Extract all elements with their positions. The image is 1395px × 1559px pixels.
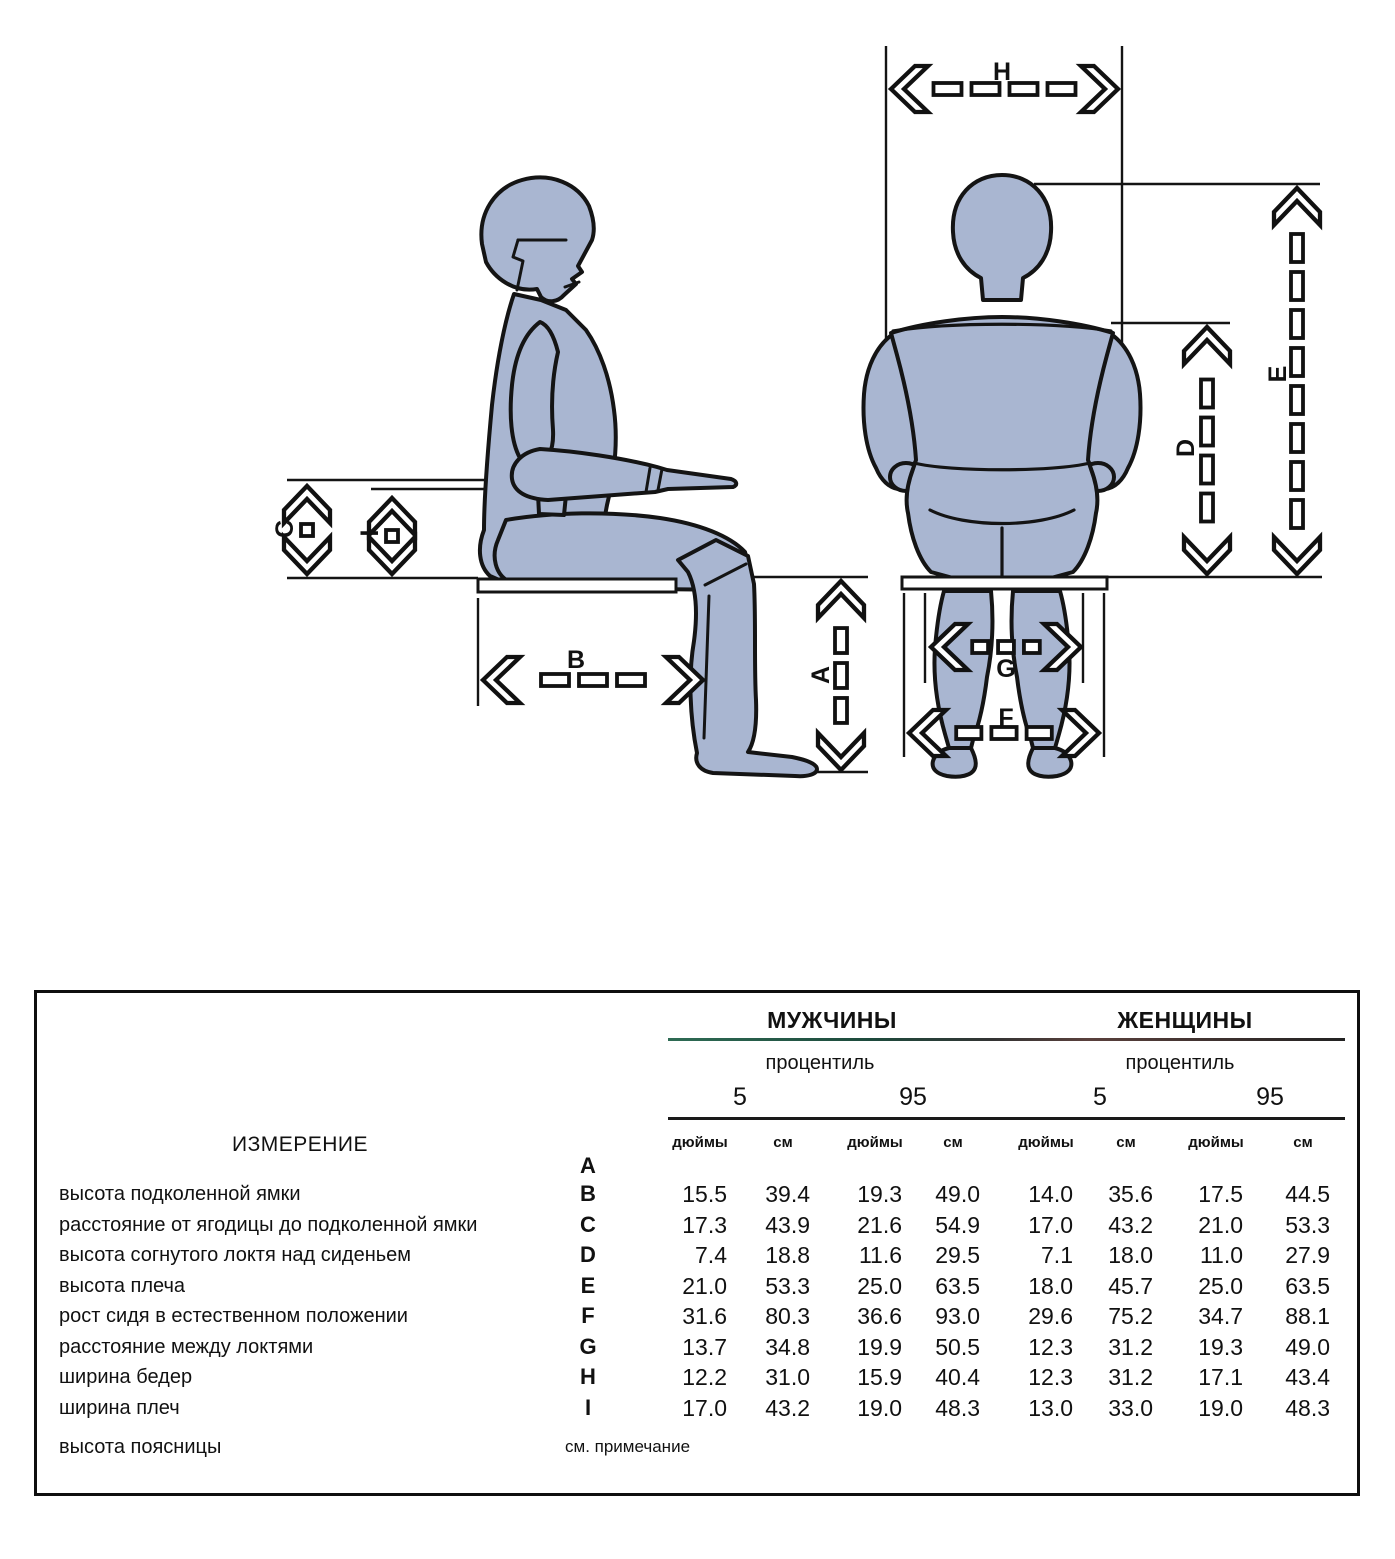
measurement-value: 49.0 bbox=[1285, 1334, 1330, 1360]
dash-D bbox=[1201, 418, 1213, 446]
measurement-value: 50.5 bbox=[935, 1334, 980, 1360]
measurement-value: 53.3 bbox=[1285, 1212, 1330, 1238]
dash-I bbox=[386, 530, 398, 542]
measurement-value: 75.2 bbox=[1108, 1303, 1153, 1329]
dash-A bbox=[835, 663, 847, 688]
dash-E bbox=[1291, 234, 1303, 262]
dimension-label-C: C bbox=[271, 519, 299, 539]
unit-cm-4: см bbox=[1293, 1134, 1313, 1151]
measurement-value: 31.0 bbox=[765, 1364, 810, 1390]
dash-D bbox=[1201, 380, 1213, 408]
arrowhead-down-D bbox=[1184, 537, 1230, 574]
dimension-letter: F bbox=[581, 1303, 595, 1328]
unit-inches-3: дюймы bbox=[1018, 1134, 1074, 1151]
measurement-value: 43.4 bbox=[1285, 1364, 1330, 1390]
measurement-value: 18.0 bbox=[1028, 1273, 1073, 1299]
measurement-value: 43.2 bbox=[1108, 1212, 1153, 1238]
measurement-value: 15.5 bbox=[682, 1181, 727, 1207]
men-header: МУЖЧИНЫ bbox=[767, 1007, 897, 1033]
dash-A bbox=[835, 628, 847, 653]
dimension-label-B: B bbox=[566, 646, 586, 674]
measurement-label: высота согнутого локтя над сиденьем bbox=[59, 1244, 412, 1266]
measurement-label: высота подколенной ямки bbox=[59, 1183, 301, 1205]
measurement-value: 12.3 bbox=[1028, 1364, 1073, 1390]
dash-H bbox=[1010, 83, 1038, 95]
dash-F bbox=[1027, 727, 1052, 739]
figure-lower-leg bbox=[678, 540, 817, 776]
table-row bbox=[37, 1179, 1357, 1209]
measurement-value: 17.5 bbox=[1198, 1181, 1243, 1207]
dash-E bbox=[1291, 424, 1303, 452]
figure-right-leg bbox=[1012, 591, 1070, 748]
measurement-value: 11.0 bbox=[1199, 1242, 1243, 1268]
measurement-value: 63.5 bbox=[935, 1273, 980, 1299]
dimension-label-G: G bbox=[996, 655, 1016, 683]
table-row bbox=[37, 1210, 1357, 1240]
measurement-label: расстояние от ягодицы до подколенной ямки bbox=[59, 1214, 478, 1236]
dimension-letter: H bbox=[580, 1364, 596, 1389]
measurement-value: 19.3 bbox=[1198, 1334, 1243, 1360]
measurement-value: 43.9 bbox=[765, 1212, 810, 1238]
measurement-value: 54.9 bbox=[935, 1212, 980, 1238]
measurement-label: высота поясницы bbox=[59, 1436, 222, 1458]
dash-E bbox=[1291, 462, 1303, 490]
measurement-value: 33.0 bbox=[1108, 1395, 1153, 1421]
arrowhead-down-A bbox=[818, 733, 864, 770]
table-row bbox=[37, 1362, 1357, 1392]
dimension-letter: G bbox=[579, 1334, 597, 1359]
measurement-value: 44.5 bbox=[1285, 1181, 1330, 1207]
table-row bbox=[37, 1240, 1357, 1270]
header-rule-bottom bbox=[668, 1117, 1345, 1120]
measurement-value: 11.6 bbox=[858, 1242, 902, 1268]
arrowhead-right-F bbox=[1062, 710, 1099, 756]
measurement-value: 29.6 bbox=[1028, 1303, 1073, 1329]
dash-G bbox=[1024, 641, 1040, 653]
arrowhead-up-D bbox=[1184, 327, 1230, 364]
dash-E bbox=[1291, 272, 1303, 300]
measurement-value: 14.0 bbox=[1028, 1181, 1073, 1207]
measurement-value: 15.9 bbox=[857, 1364, 902, 1390]
dash-D bbox=[1201, 456, 1213, 484]
measurement-value: 19.0 bbox=[1198, 1395, 1243, 1421]
arrowhead-up-A bbox=[818, 581, 864, 618]
measurement-column-header: ИЗМЕРЕНИЕ bbox=[231, 1133, 369, 1156]
measurement-value: 48.3 bbox=[1285, 1395, 1330, 1421]
dimension-label-H: H bbox=[992, 58, 1012, 86]
dash-G bbox=[998, 641, 1014, 653]
measurement-value: 53.3 bbox=[765, 1273, 810, 1299]
measurement-table bbox=[34, 990, 1360, 1496]
dimension-letter: B bbox=[580, 1181, 596, 1206]
arrowhead-left-F bbox=[909, 710, 946, 756]
arrowhead-up-E bbox=[1274, 188, 1320, 225]
dimension-letter: A bbox=[580, 1153, 596, 1178]
measurement-value: 29.5 bbox=[935, 1242, 980, 1268]
measurement-value: 34.7 bbox=[1198, 1303, 1243, 1329]
measurement-value: 21.0 bbox=[682, 1273, 727, 1299]
dash-D bbox=[1201, 494, 1213, 522]
dash-E bbox=[1291, 500, 1303, 528]
arrowhead-left-B bbox=[483, 657, 520, 703]
dimension-label-D: D bbox=[1172, 438, 1200, 458]
reference-lines bbox=[287, 46, 1322, 772]
measurement-value: 18.0 bbox=[1108, 1242, 1153, 1268]
measurement-label: ширина бедер bbox=[59, 1366, 193, 1388]
measurement-value: 13.7 bbox=[682, 1334, 727, 1360]
women-p5: 5 bbox=[1093, 1083, 1107, 1111]
men-p5: 5 bbox=[733, 1083, 747, 1111]
measurement-value: 31.2 bbox=[1108, 1334, 1153, 1360]
unit-inches-2: дюймы bbox=[847, 1134, 903, 1151]
measurement-value: 7.1 bbox=[1041, 1242, 1073, 1268]
measurement-value: 45.7 bbox=[1108, 1273, 1153, 1299]
dash-G bbox=[972, 641, 988, 653]
measurement-value: 12.2 bbox=[682, 1364, 727, 1390]
dash-B bbox=[617, 674, 645, 686]
measurement-value: 93.0 bbox=[935, 1303, 980, 1329]
unit-cm-3: см bbox=[1116, 1134, 1136, 1151]
dimension-arrows bbox=[271, 58, 1320, 770]
measurement-value: 25.0 bbox=[857, 1273, 902, 1299]
measurement-value: 13.0 bbox=[1028, 1395, 1073, 1421]
arrowhead-left-H bbox=[891, 66, 928, 112]
dimension-label-F: F bbox=[998, 704, 1014, 732]
measurement-value: 63.5 bbox=[1285, 1273, 1330, 1299]
measurement-label: рост сидя в естественном положении bbox=[59, 1305, 408, 1327]
side-view-figure bbox=[480, 178, 817, 777]
dimension-label-E: E bbox=[1264, 365, 1292, 383]
table-row-note bbox=[37, 1432, 1357, 1462]
measurement-value: 31.2 bbox=[1108, 1364, 1153, 1390]
men-p95: 95 bbox=[899, 1083, 927, 1111]
dimension-letter: E bbox=[580, 1273, 596, 1298]
table-row bbox=[37, 1332, 1357, 1362]
measurement-value: 48.3 bbox=[935, 1395, 980, 1421]
arrowhead-down-C bbox=[284, 537, 330, 574]
measurement-value: 35.6 bbox=[1108, 1181, 1153, 1207]
unit-cm-1: см bbox=[773, 1134, 793, 1151]
figure-head-back bbox=[953, 175, 1051, 300]
table-row bbox=[37, 1271, 1357, 1301]
arrowhead-down-E bbox=[1274, 537, 1320, 574]
dash-H bbox=[1048, 83, 1076, 95]
measurement-value: 39.4 bbox=[765, 1181, 810, 1207]
unit-inches-1: дюймы bbox=[672, 1134, 728, 1151]
dash-C bbox=[301, 524, 313, 536]
unit-inches-4: дюймы bbox=[1188, 1134, 1244, 1151]
dimension-letter: C bbox=[580, 1212, 596, 1237]
measurement-value: 18.8 bbox=[765, 1242, 810, 1268]
table-row bbox=[37, 1151, 1357, 1181]
measurement-value: 21.6 bbox=[857, 1212, 902, 1238]
header-rule-top bbox=[668, 1038, 1345, 1041]
seat-plank-side bbox=[478, 579, 676, 592]
measurement-value: 17.1 bbox=[1198, 1364, 1243, 1390]
measurement-label: расстояние между локтями bbox=[59, 1336, 314, 1358]
dash-E bbox=[1291, 348, 1303, 376]
measurement-value: 19.0 bbox=[857, 1395, 902, 1421]
measurement-value: 7.4 bbox=[695, 1242, 727, 1268]
measurement-value: 40.4 bbox=[935, 1364, 980, 1390]
women-percentile-label: процентиль bbox=[1125, 1052, 1235, 1074]
measurement-value: 21.0 bbox=[1198, 1212, 1243, 1238]
measurement-value: 34.8 bbox=[765, 1334, 810, 1360]
measurement-value: 31.6 bbox=[682, 1303, 727, 1329]
unit-cm-2: см bbox=[943, 1134, 963, 1151]
measurement-value: 88.1 bbox=[1285, 1303, 1330, 1329]
dimension-label-I: I bbox=[356, 529, 384, 537]
men-percentile-label: процентиль bbox=[765, 1052, 875, 1074]
dash-B bbox=[541, 674, 569, 686]
seat-plank-back bbox=[902, 577, 1107, 589]
figure-forearm bbox=[512, 449, 736, 500]
dash-B bbox=[579, 674, 607, 686]
table-row bbox=[37, 1301, 1357, 1331]
measurement-value: 25.0 bbox=[1198, 1273, 1243, 1299]
dimension-label-A: A bbox=[807, 665, 835, 685]
measurement-value: 80.3 bbox=[765, 1303, 810, 1329]
measurement-value: 17.3 bbox=[682, 1212, 727, 1238]
women-header: ЖЕНЩИНЫ bbox=[1117, 1007, 1253, 1033]
measurement-value: 36.6 bbox=[857, 1303, 902, 1329]
dash-F bbox=[956, 727, 981, 739]
dimension-letter: I bbox=[584, 1395, 592, 1420]
measurement-value: 27.9 bbox=[1285, 1242, 1330, 1268]
women-p95: 95 bbox=[1256, 1083, 1284, 1111]
dash-E bbox=[1291, 310, 1303, 338]
measurement-value: 19.9 bbox=[857, 1334, 902, 1360]
measurement-value: 43.2 bbox=[765, 1395, 810, 1421]
measurement-value: 49.0 bbox=[935, 1181, 980, 1207]
dash-A bbox=[835, 698, 847, 723]
arrowhead-up-C bbox=[284, 486, 330, 523]
dash-H bbox=[934, 83, 962, 95]
arrowhead-right-H bbox=[1081, 66, 1118, 112]
dimension-letter: D bbox=[580, 1242, 596, 1267]
measurement-value: 19.3 bbox=[857, 1181, 902, 1207]
see-note-text: см. примечание bbox=[565, 1437, 691, 1456]
measurement-label: высота плеча bbox=[59, 1275, 186, 1297]
table-row bbox=[37, 1393, 1357, 1423]
dash-E bbox=[1291, 386, 1303, 414]
measurement-value: 17.0 bbox=[1028, 1212, 1073, 1238]
measurement-value: 17.0 bbox=[682, 1395, 727, 1421]
measurement-value: 12.3 bbox=[1028, 1334, 1073, 1360]
measurement-label: ширина плеч bbox=[59, 1397, 180, 1419]
